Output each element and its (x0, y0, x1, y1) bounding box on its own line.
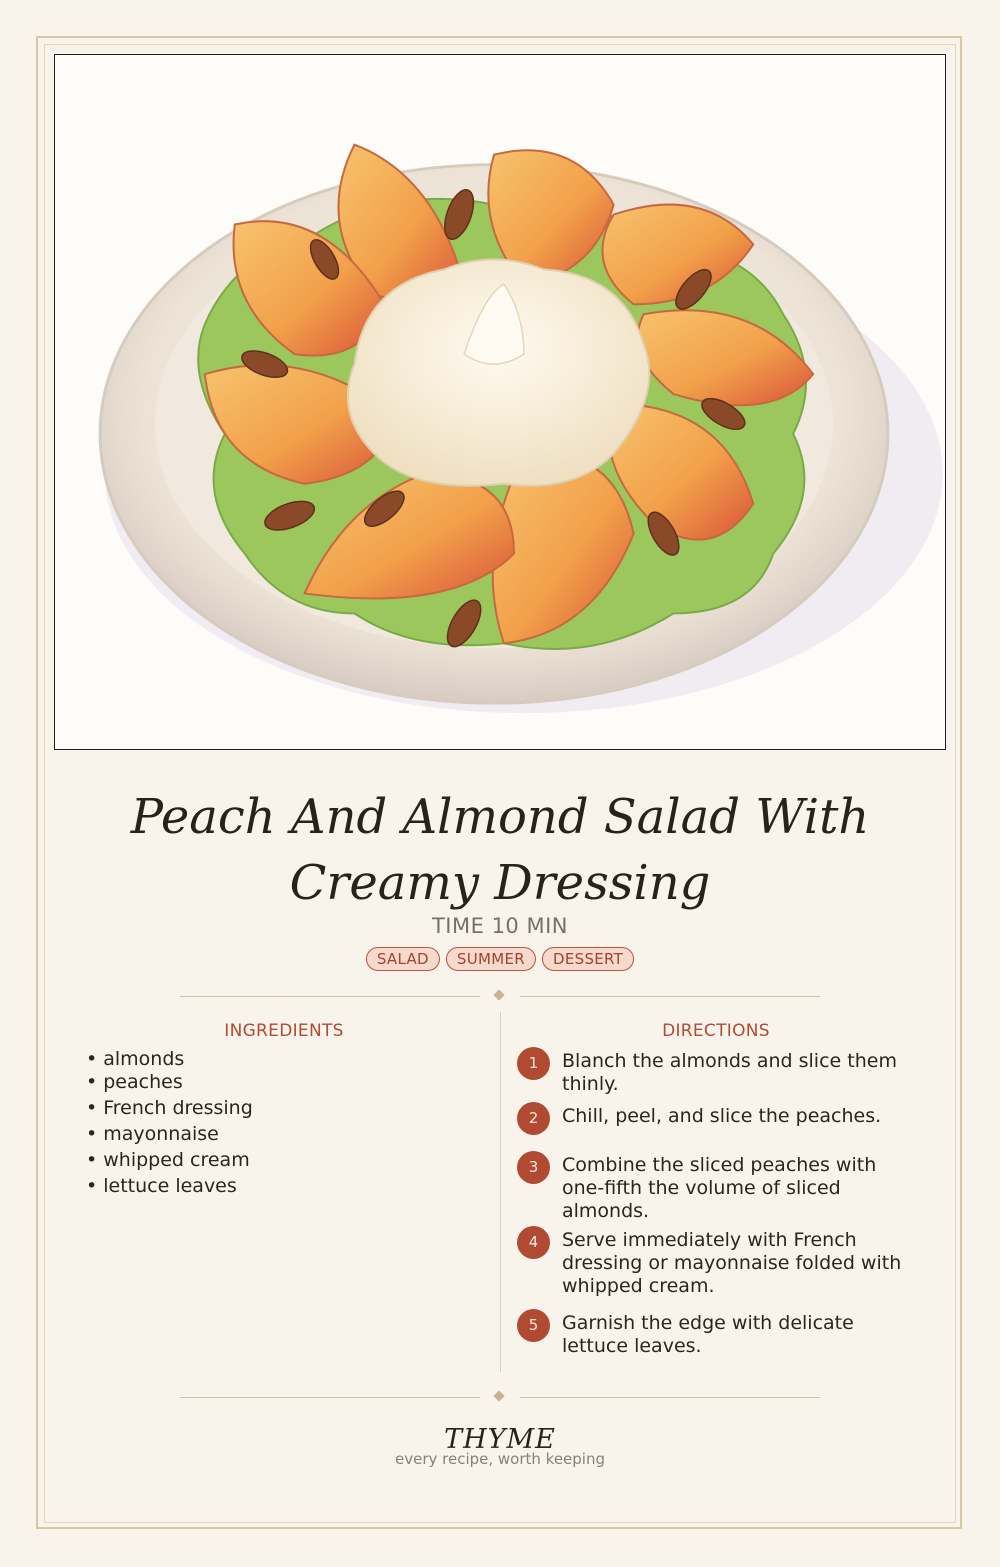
recipe-title: Peach And Almond Salad With Creamy Dressing (130, 789, 870, 911)
tag-dessert[interactable]: DESSERT (542, 947, 634, 971)
step-number: 5 (517, 1309, 550, 1342)
ingredient-item: • mayonnaise (86, 1123, 219, 1145)
peach-salad-illustration (55, 55, 945, 749)
ingredient-item: • peaches (86, 1071, 183, 1093)
tag-summer[interactable]: SUMMER (446, 947, 536, 971)
step-number: 2 (517, 1102, 550, 1135)
directions-heading: DIRECTIONS (662, 1021, 770, 1041)
ingredient-item: • almonds (86, 1048, 185, 1070)
ingredient-item: • whipped cream (86, 1149, 250, 1171)
recipe-illustration (54, 54, 946, 750)
tag-list (0, 947, 1000, 971)
ingredients-heading: INGREDIENTS (224, 1021, 344, 1041)
step-text: Garnish the edge with delicate lettuce leaves. (562, 1312, 854, 1357)
diamond-ornament-icon (493, 989, 504, 1000)
cook-time: TIME 10 MIN (431, 914, 568, 938)
step-text: Combine the sliced peaches with one-fifth the volume of sliced almonds. (562, 1154, 877, 1222)
section-divider-bottom (180, 1390, 820, 1404)
step-text: Chill, peel, and slice the peaches. (562, 1105, 882, 1127)
step-text: Blanch the almonds and slice them thinly. (562, 1050, 897, 1095)
step-number: 4 (517, 1226, 550, 1259)
step-number: 3 (517, 1151, 550, 1184)
ingredient-item: • lettuce leaves (86, 1175, 237, 1197)
step-text: Serve immediately with French dressing or mayonnaise folded with whipped cream. (562, 1229, 902, 1297)
ingredient-item: • French dressing (86, 1097, 253, 1119)
section-divider-top (180, 989, 820, 1003)
brand-tagline: every recipe, worth keeping (394, 1450, 605, 1468)
diamond-ornament-icon (493, 1390, 504, 1401)
tag-salad[interactable]: SALAD (366, 947, 440, 971)
column-divider (500, 1012, 501, 1372)
brand-name: THYME (444, 1424, 556, 1455)
step-number: 1 (517, 1047, 550, 1080)
